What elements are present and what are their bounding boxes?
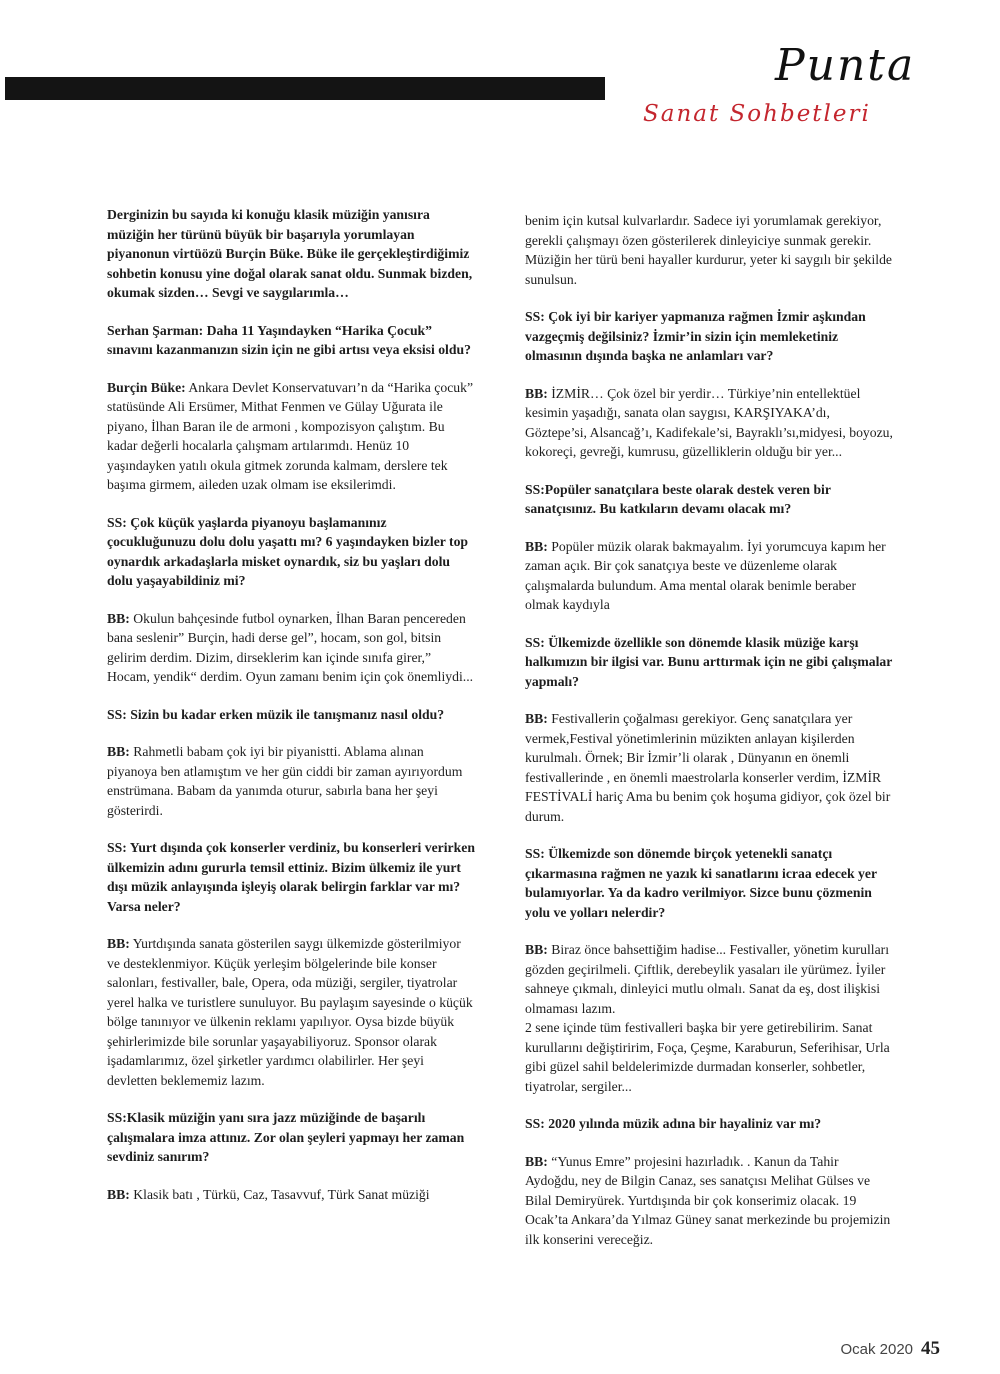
- paragraph-text: Derginizin bu sayıda ki konuğu klasik müziğin yanısıra müziğin her türünü büyük bir başarıyla yorumlayan piyanonun virtüözü Burçin Büke. Büke ile gerçekleştirdiğimiz sohbetin konusu yine doğal olarak sanat oldu. Sunmak bizden, okumak sizden… Sevgi ve saygılarımla…: [107, 207, 473, 300]
- question-paragraph: [107, 705, 475, 725]
- question-paragraph: [107, 321, 475, 360]
- page-footer: [840, 1338, 940, 1360]
- question-paragraph: [525, 1114, 893, 1134]
- right-column: [525, 211, 893, 1267]
- paragraph-text: Biraz önce bahsettiğim hadise... Festivaller, yönetim kurulları gözden geçirilmeli. Çiftlik, derebeylik yasaları ile yürümez. İyiler sahneye çıkmalı, dinleyici mutlu olmalı. Sanat da eş, dost ilişkisi olmaması lazım. 2 sene içinde tüm festivalleri başka bir yere getirebilirim. Sanat kurullarını değiştiririm, Foça, Çeşme, Karaburun, Seferihisar, Urla gibi güzel sahil beldelerimizde durmadan konserler, sohbetler, tiyatrolar, sergiler...: [525, 942, 890, 1094]
- question-paragraph: [107, 513, 475, 591]
- paragraph-text: Klasik batı , Türkü, Caz, Tasavvuf, Türk Sanat müziği: [129, 1186, 430, 1202]
- paragraph-text: benim için kutsal kulvarlardır. Sadece iyi yorumlamak gerekiyor, gerekli çalışmayı özen gösterilerek dinleyiciye sunmak gerekir. Müziğin her türü beni hayaller kurdurur, yeter ki saygılı bir şekilde sunulsun.: [525, 213, 893, 287]
- brand-title: Punta: [775, 40, 916, 91]
- page-number: 45: [921, 1338, 940, 1359]
- speaker-label: Burçin Büke:: [107, 379, 186, 395]
- speaker-label: BB:: [525, 1153, 548, 1169]
- paragraph-text: Popüler müzik olarak bakmayalım. İyi yorumcuya kapım her zaman açık. Bir çok sanatçıya beste ve düzenleme olarak çalışmalarda bulundum. Ama mental olarak benimle beraber olmak kaydıyla: [525, 538, 886, 612]
- answer-paragraph: [525, 537, 893, 615]
- answer-paragraph: [525, 211, 893, 289]
- paragraph-text: SS:Popüler sanatçılara beste olarak destek veren bir sanatçısınız. Bu katkıların devamı olacak mı?: [525, 481, 831, 516]
- speaker-label: BB:: [107, 744, 130, 759]
- paragraph-text: SS: 2020 yılında müzik adına bir hayaliniz var mı?: [525, 1116, 822, 1131]
- answer-paragraph: [525, 384, 893, 462]
- speaker-label: BB:: [525, 711, 548, 726]
- paragraph-text: Okulun bahçesinde futbol oynarken, İlhan Baran pencereden bana seslenir” Burçin, hadi derse gel”, hocam, son gol, bitsin gelirim derdim. Dizim, dirseklerim kan içinde sınıfa girer,” Hocam, yendik“ derdim. Oyun zamanı benim için çok önemliydi...: [107, 610, 474, 684]
- paragraph-text: SS: Sizin bu kadar erken müzik ile tanışmanız nasıl oldu?: [107, 706, 445, 722]
- speaker-label: BB:: [525, 385, 548, 401]
- question-paragraph: [525, 480, 893, 519]
- speaker-label: BB:: [107, 936, 130, 951]
- answer-paragraph: [525, 1152, 893, 1250]
- paragraph-text: Ankara Devlet Konservatuvarı’n da “Harika çocuk” statüsünde Ali Ersümer, Mithat Fenmen ve Gülay Uğurata ile piyano, İlhan Baran ile de armoni , kompozisyon çalıştım. Bu kadar değerli hocalarla çalışmam artılarımdı. Henüz 10 yaşındayken yatılı okula gitmek zorunda kalmam, derslere tek başıma girmem, aileden uzak olmam ise eksilerimdi.: [107, 379, 474, 492]
- paragraph-text: SS:Klasik müziğin yanı sıra jazz müziğinde de başarılı çalışmalara imza attınız. Zor olan şeyleri yapmayı her zaman sevdiniz sanırım?: [107, 1110, 465, 1164]
- issue-date: Ocak 2020: [840, 1341, 913, 1358]
- paragraph-text: Yurtdışında sanata gösterilen saygı ülkemizde gösterilmiyor ve desteklenmiyor. Küçük yerleşim bölgelerinde bile konser salonları, festivaller, bale, Opera, oda müziği, sergiler, tiyatrolar yerel halka ve turistlere sunuluyor. Bu paylaşım sayesinde o küçük bölge tanınıyor ve ülkenin reklamı yapılıyor. Oysa bizde büyük şehirlerimizde bile sorunlar yaşayabiliyoruz. Sponsor olarak işadamlarımız, özel şirketler yardımcı olabilirler. Her şeyi devletten beklememiz lazım.: [107, 936, 473, 1088]
- paragraph-text: SS: Ülkemizde son dönemde birçok yetenekli sanatçı çıkarmasına rağmen ne yazık ki sanatlarını icraa edecek yer bulamıyorlar. Ya da kadro verilmiyor. Sizce bunu çözmenin yolu ve yolları nelerdir?: [525, 846, 877, 920]
- question-paragraph: [525, 633, 893, 692]
- paragraph-text: “Yunus Emre” projesini hazırladık. . Kanun da Tahir Aydoğdu, ney de Bilgin Canaz, ses sanatçısı Melihat Gülses ve Bilal Demiryürek. Yurtdışında bir çok konserimiz olacak. 19 Ocak’ta Ankara’da Yılmaz Güney sanat merkezinde bu projemizin ilk konserini vereceğiz.: [525, 1153, 891, 1247]
- paragraph-text: Rahmetli babam çok iyi bir piyanistti. Ablama alınan piyanoya ben atlamıştım ve her gün ciddi bir zaman ayırıyordum enstrümana. Babam da yanımda oturur, sabırla bana her şeyi gösterirdi.: [107, 744, 463, 818]
- answer-paragraph: [525, 709, 893, 826]
- paragraph-text: SS: Ülkemizde özellikle son dönemde klasik müziğe karşı halkımızın bir ilgisi var. Bunu arttırmak için ne gibi çalışmalar yapmalı?: [525, 634, 893, 689]
- answer-paragraph: [107, 609, 475, 687]
- question-paragraph: [107, 838, 475, 916]
- speaker-label: Serhan Şarman:: [107, 322, 204, 338]
- question-paragraph: [525, 307, 893, 366]
- question-paragraph: [107, 205, 475, 303]
- question-paragraph: [107, 1108, 475, 1167]
- paragraph-text: Daha 11 Yaşındayken “Harika Çocuk” sınavını kazanmanızın sizin için ne gibi artısı veya eksisi oldu?: [107, 322, 471, 357]
- left-column: [107, 205, 475, 1222]
- paragraph-text: Festivallerin çoğalması gerekiyor. Genç sanatçılara yer vermek,Festival yönetimlerinin müzikten anlayan kişilerden kurulmalı. Örnek; Bir İzmir’li olarak , Dünyanın en önemli festivallerinde , en önemli maestrolarla konserler verdim, İZMİR FESTİVALİ hariç Ama bu benim çok hoşuma gidiyor, çok özel bir durum.: [525, 711, 891, 824]
- speaker-label: BB:: [525, 942, 548, 957]
- brand-subtitle: Sanat Sohbetleri: [643, 101, 871, 127]
- speaker-label: BB:: [525, 538, 548, 554]
- header-bar: [5, 77, 605, 100]
- paragraph-text: İZMİR… Çok özel bir yerdir… Türkiye’nin entellektüel kesimin yaşadığı, sanata olan saygısı, KARŞIYAKA’dı, Göztepe’si, Alsancağ’ı, Kadifekale’si, Bayraklı’sı,midyesi, boyozu, kokoreçi, gevreği, kumrusu, güzelliklerin olduğu bir yer...: [525, 385, 893, 459]
- answer-paragraph: [107, 378, 475, 495]
- answer-paragraph: [525, 940, 893, 1096]
- answer-paragraph: [107, 934, 475, 1090]
- answer-paragraph: [107, 742, 475, 820]
- paragraph-text: SS: Çok küçük yaşlarda piyanoyu başlamanınız çocukluğunuzu dolu dolu yaşattı mı? 6 yaşındayken bizler top oynardık arkadaşlarla misket oynardık, siz bu yaşları dolu dolu yaşayabildiniz mi?: [107, 514, 469, 588]
- speaker-label: BB:: [107, 1186, 130, 1202]
- paragraph-text: SS: Çok iyi bir kariyer yapmanıza rağmen İzmir aşkından vazgeçmiş değilsiniz? İzmir’in sizin için memleketiniz olmasının dışında başka ne anlamları var?: [525, 309, 866, 363]
- question-paragraph: [525, 844, 893, 922]
- speaker-label: BB:: [107, 610, 130, 626]
- paragraph-text: SS: Yurt dışında çok konserler verdiniz, bu konserleri verirken ülkemizin adını gururla temsil ettiniz. Bizim ülkemiz ile yurt dışı müzik anlayışında işleyiş olarak belirgin farklar var mı? Varsa neler?: [107, 840, 475, 914]
- answer-paragraph: [107, 1185, 475, 1205]
